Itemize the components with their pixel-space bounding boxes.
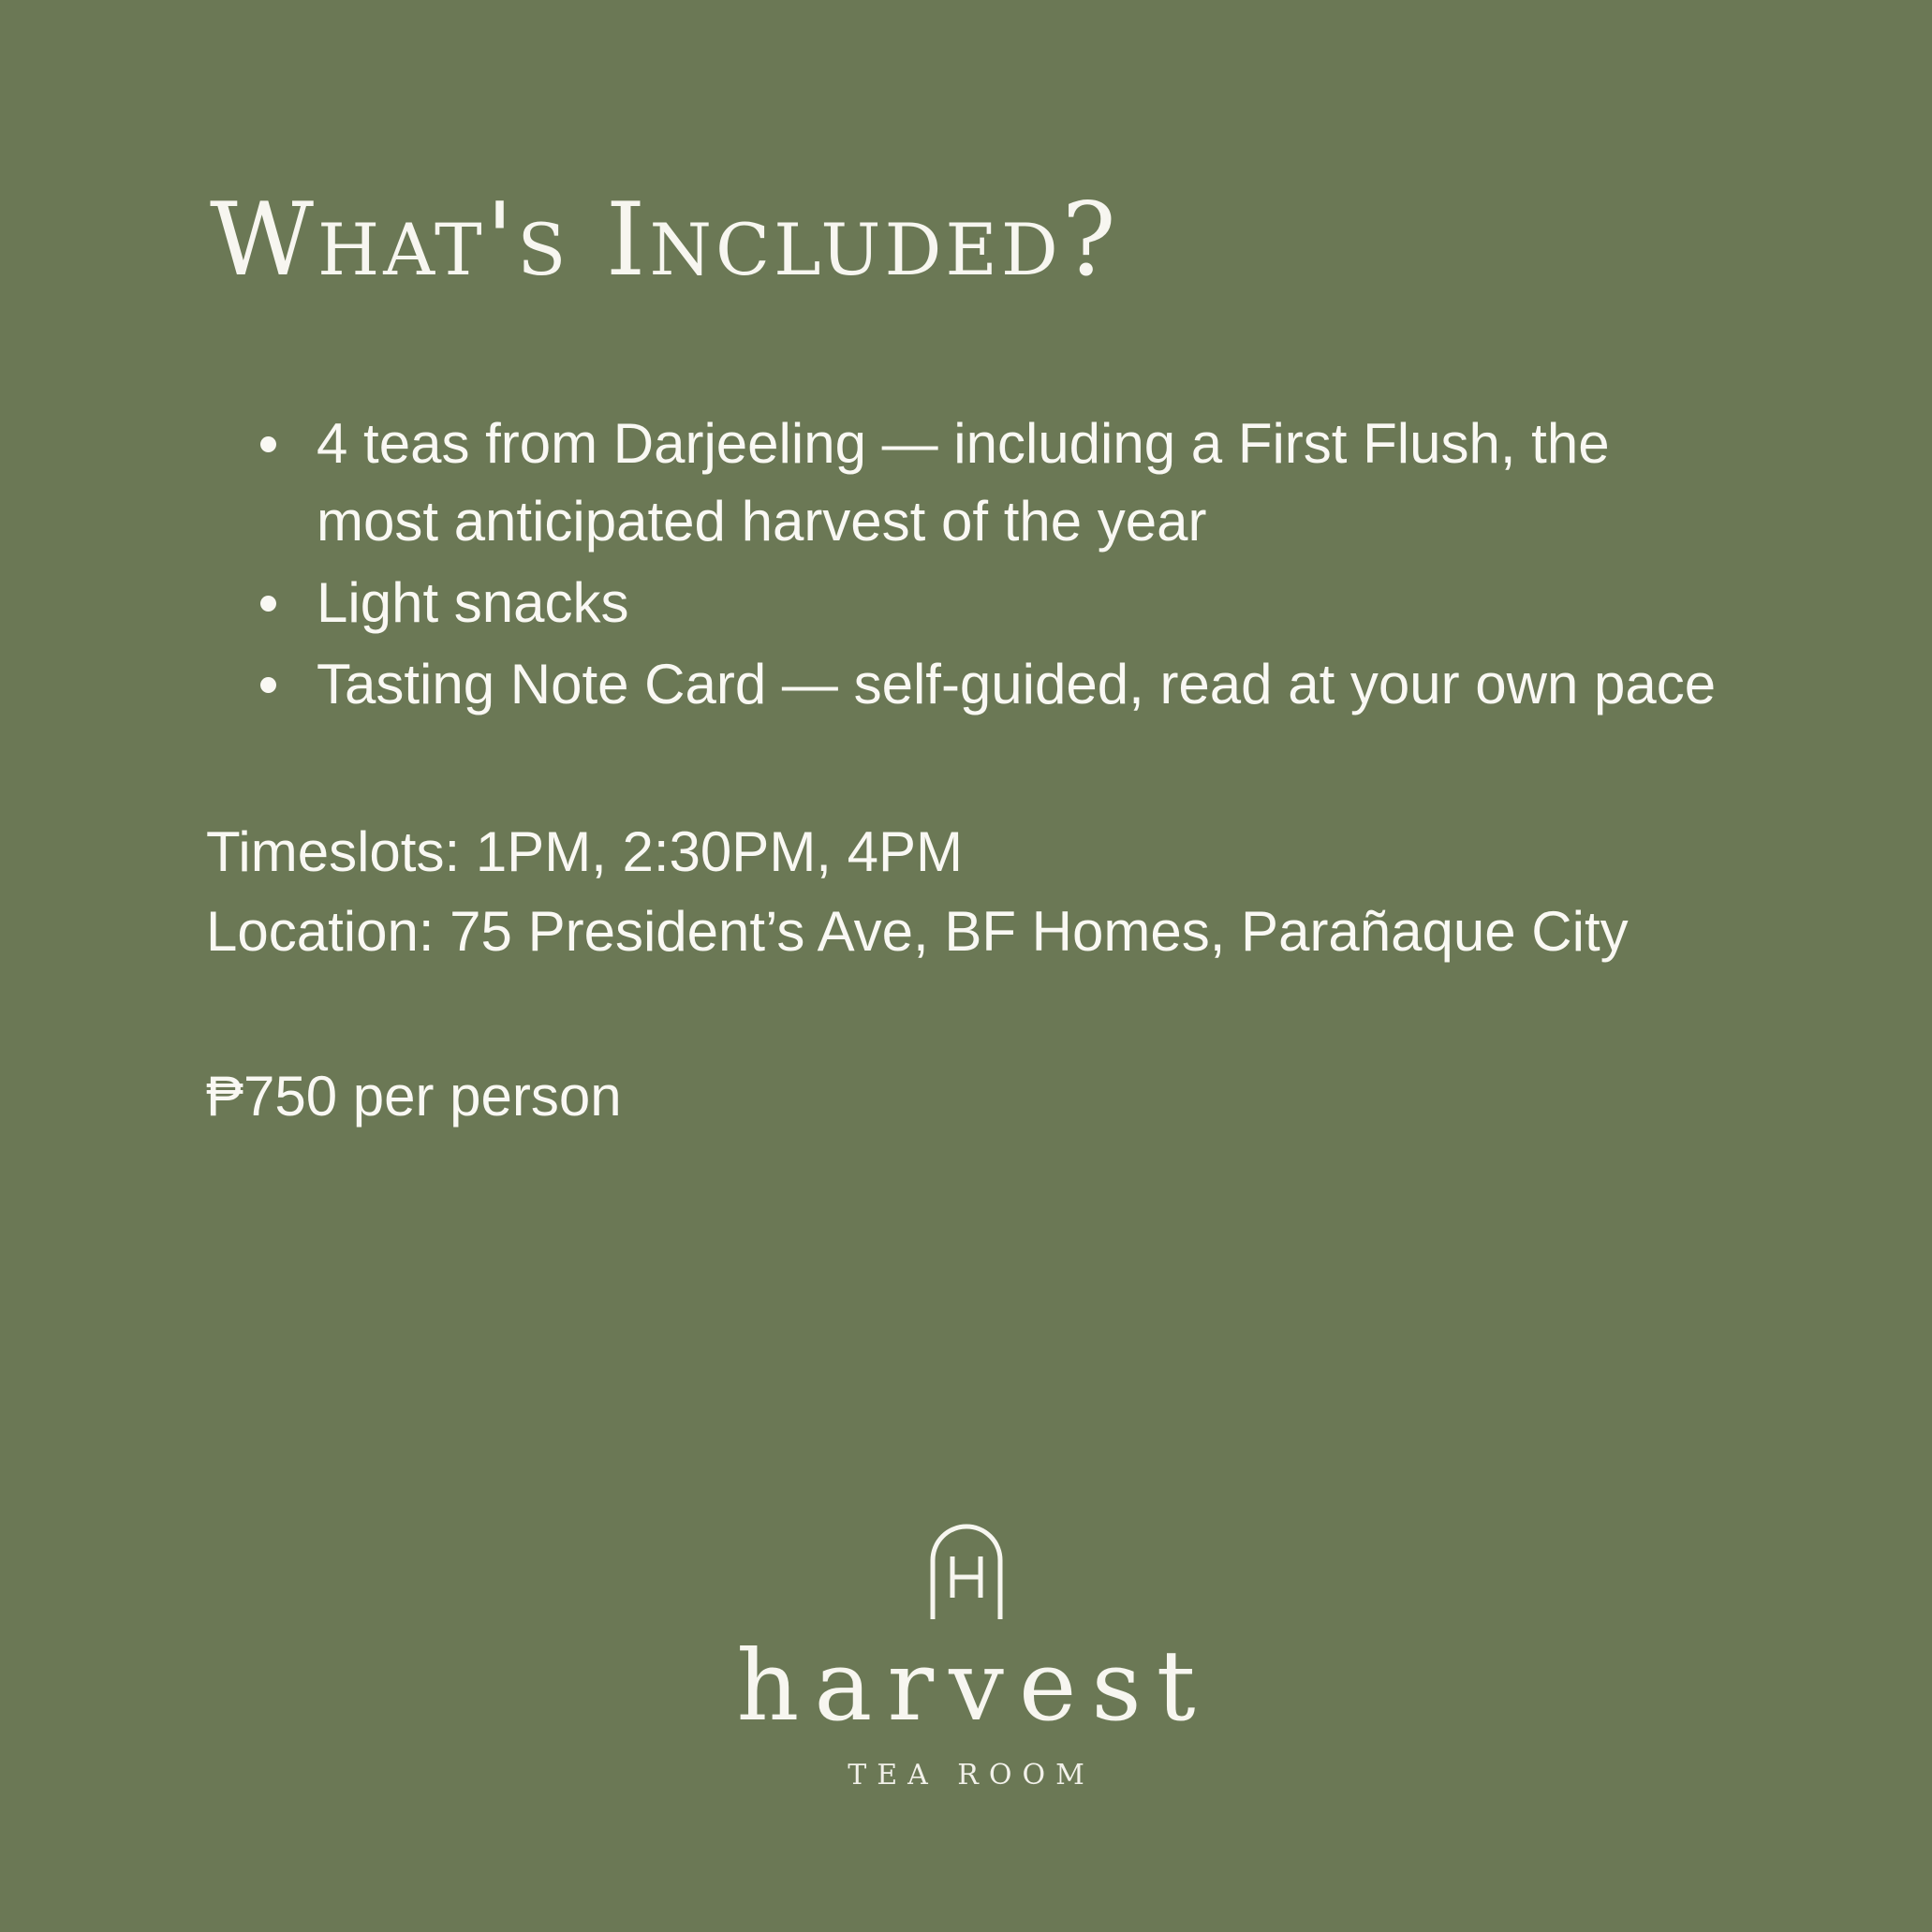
- included-list: [234, 406, 1735, 727]
- event-details: [206, 812, 1735, 971]
- page-title: What's Included?: [210, 182, 1120, 299]
- list-item: Tasting Note Card — self-guided, read at your own pace: [234, 646, 1735, 724]
- brand-logo: [0, 1523, 1932, 1792]
- price-text: ₱750 per person: [206, 1064, 622, 1128]
- logo-wordmark: harvest: [736, 1629, 1211, 1743]
- list-item: 4 teas from Darjeeling — including a First Flush, the most anticipated harvest of the year: [234, 406, 1735, 561]
- spacer: [197, 728, 1735, 812]
- location-text: Location: 75 President’s Ave, BF Homes, Parañaque City: [206, 899, 1629, 963]
- arch-h-monogram-icon: [928, 1523, 1005, 1620]
- timeslots-text: Timeslots: 1PM, 2:30PM, 4PM: [206, 819, 964, 883]
- logo-subtitle: TEA ROOM: [848, 1759, 1095, 1792]
- list-item: Light snacks: [234, 565, 1735, 642]
